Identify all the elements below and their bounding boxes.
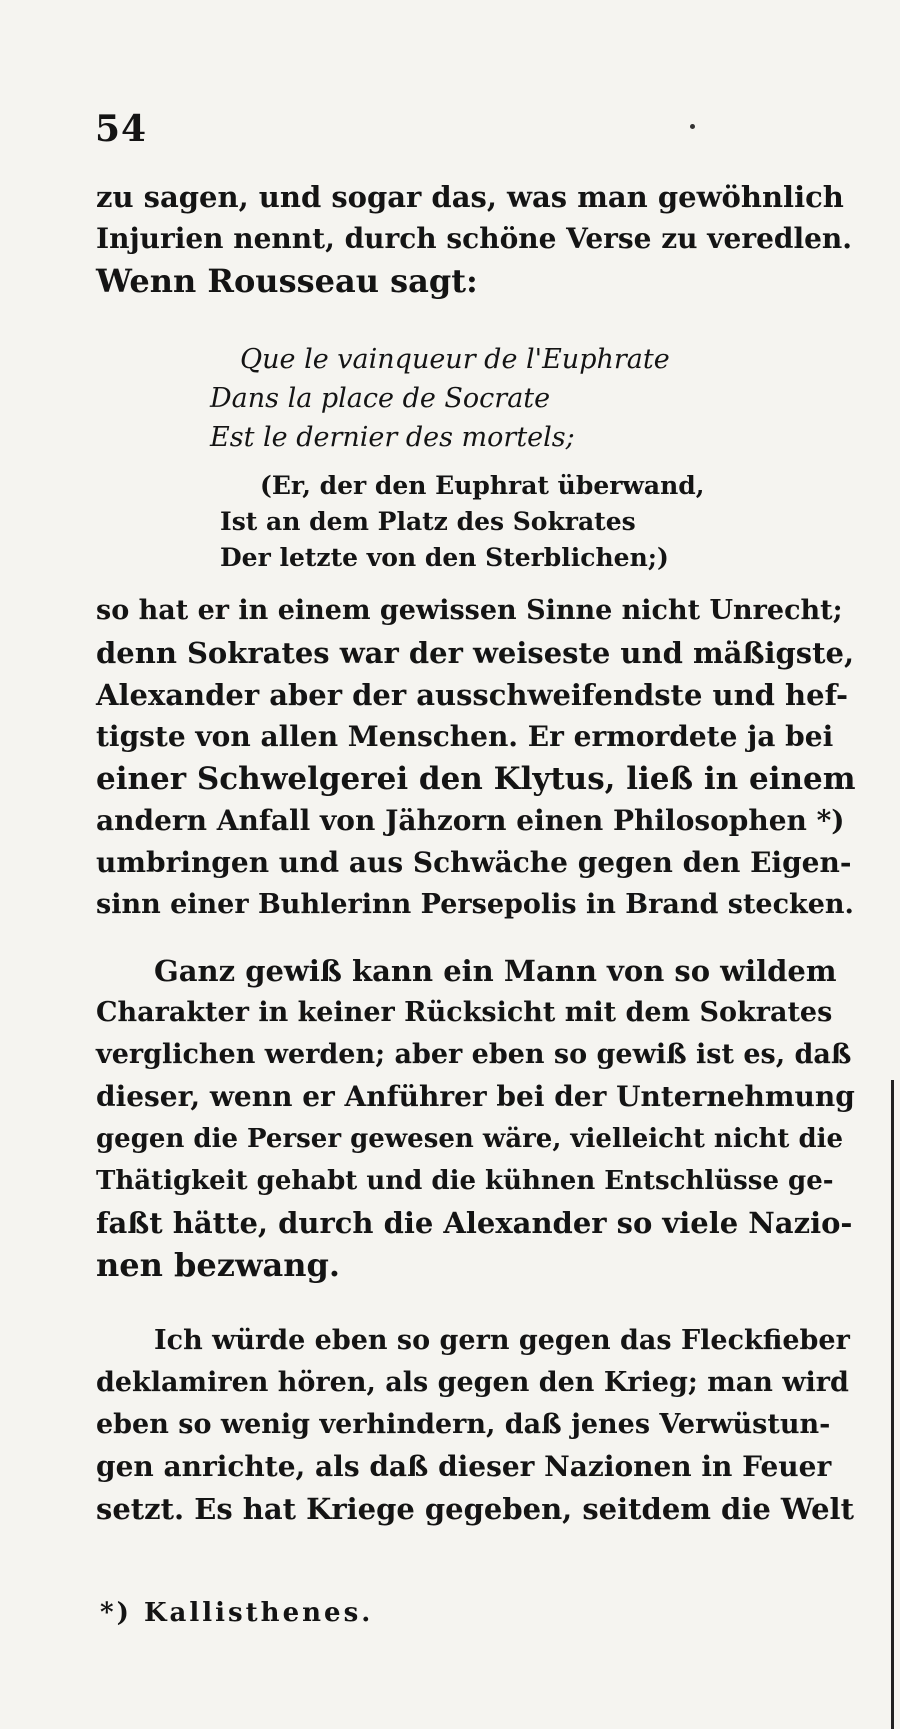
paragraph-1 xyxy=(96,590,856,926)
verse-line: Dans la place de Socrate xyxy=(210,383,551,414)
text-line: Alexander aber der ausschweifendste und hef- xyxy=(96,678,849,712)
text-line: sinn einer Buhlerinn Persepolis in Brand stecken. xyxy=(96,889,854,920)
text-line: Wenn Rousseau sagt: xyxy=(96,262,478,300)
verse-line: Que le vainqueur de l'Euphrate xyxy=(240,344,670,375)
text-line: gen anrichte, als daß dieser Nazionen in Feuer xyxy=(96,1450,832,1483)
verse-line: Der letzte von den Sterblichen;) xyxy=(220,543,669,572)
text-line: Ich würde eben so gern gegen das Fleckfieber xyxy=(154,1325,850,1356)
text-line: umbringen und aus Schwäche gegen den Eigen- xyxy=(96,846,852,879)
text-line: zu sagen, und sogar das, was man gewöhnlich xyxy=(96,180,844,214)
french-verse xyxy=(210,340,770,457)
text-line: faßt hätte, durch die Alexander so viele Nazio- xyxy=(96,1206,853,1240)
text-line: deklamiren hören, als gegen den Krieg; man wird xyxy=(96,1367,849,1398)
text-line: Thätigkeit gehabt und die kühnen Entschlüsse ge- xyxy=(96,1166,834,1196)
text-line: so hat er in einem gewissen Sinne nicht Unrecht; xyxy=(96,595,843,626)
page-edge-shadow xyxy=(891,1080,894,1729)
text-line: tigste von allen Menschen. Er ermordete ja bei xyxy=(96,720,834,753)
text-line: eben so wenig verhindern, daß jenes Verwüstun- xyxy=(96,1409,831,1440)
footnote: *) Kallisthenes. xyxy=(100,1598,374,1628)
verse-line: Est le dernier des mortels; xyxy=(210,422,575,453)
text-line: Charakter in keiner Rücksicht mit dem Sokrates xyxy=(96,997,833,1028)
text-line: denn Sokrates war der weiseste und mäßigste, xyxy=(96,636,855,670)
print-speck xyxy=(690,124,695,129)
text-line: einer Schwelgerei den Klytus, ließ in einem xyxy=(96,761,856,797)
text-line: dieser, wenn er Anführer bei der Unternehmung xyxy=(96,1080,855,1113)
text-line: Injurien nennt, durch schöne Verse zu veredlen. xyxy=(96,222,853,255)
verse-line: Ist an dem Platz des Sokrates xyxy=(220,507,636,536)
paragraph-3 xyxy=(96,1320,854,1530)
intro-block xyxy=(96,176,853,302)
text-line: nen bezwang. xyxy=(96,1246,340,1284)
verse-line: (Er, der den Euphrat überwand, xyxy=(260,471,705,500)
page-number: 54 xyxy=(95,108,148,150)
paragraph-2 xyxy=(96,950,855,1286)
text-line: setzt. Es hat Kriege gegeben, seitdem die Welt xyxy=(96,1492,854,1526)
german-verse xyxy=(220,468,780,576)
text-line: gegen die Perser gewesen wäre, vielleicht nicht die xyxy=(96,1124,844,1154)
text-line: Ganz gewiß kann ein Mann von so wildem xyxy=(154,954,837,988)
text-line: andern Anfall von Jähzorn einen Philosophen *) xyxy=(96,804,845,837)
text-line: verglichen werden; aber eben so gewiß ist es, daß xyxy=(96,1039,852,1070)
